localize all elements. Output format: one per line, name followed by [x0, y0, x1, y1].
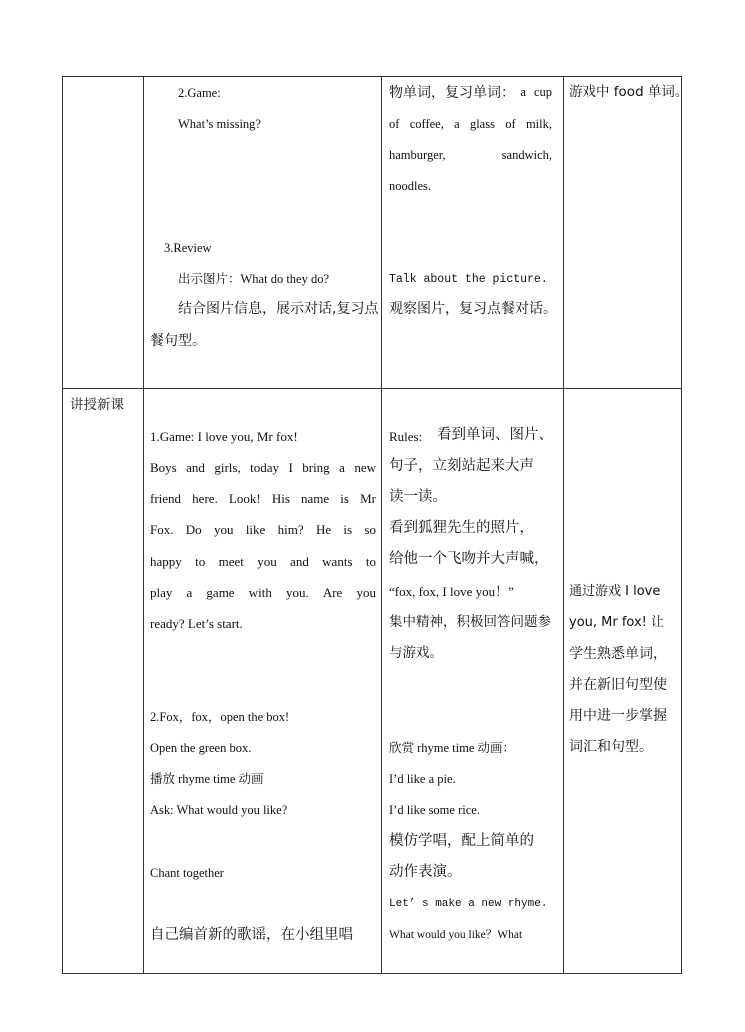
- compose-rhyme: 自己编首新的歌谣，在小组里唱: [150, 927, 353, 943]
- open-green-box: Open the green box.: [150, 741, 252, 755]
- imitate-line2: 动作表演。: [389, 864, 462, 880]
- game-name: What’s missing?: [178, 117, 261, 131]
- shout-line: “fox, fox, I love you！”: [389, 584, 514, 599]
- vocab-line1: [389, 86, 552, 100]
- focus-line2: 与游戏。: [389, 645, 443, 661]
- word: you: [214, 522, 234, 537]
- word: Look!: [228, 491, 261, 506]
- word: girls,: [214, 460, 241, 475]
- review-desc-line1: 结合图片信息，展示对话,复习点: [178, 301, 379, 317]
- rules-line1: 看到单词、图片、: [437, 427, 553, 443]
- word: I: [288, 460, 293, 475]
- word: cup: [533, 85, 552, 99]
- word: a: [339, 460, 345, 475]
- talk-about-picture: Talk about the picture.: [389, 273, 548, 286]
- game1-title: 1.Game: I love you, Mr fox!: [150, 429, 298, 444]
- section-label: 讲授新课: [70, 397, 124, 413]
- word: wants: [322, 554, 353, 569]
- word: milk,: [525, 117, 552, 131]
- word: bring: [302, 460, 330, 475]
- review-show: 出示图片：What do they do?: [178, 272, 330, 286]
- word: Fox.: [150, 522, 174, 537]
- para-line5: [150, 586, 376, 599]
- word: a: [186, 585, 193, 600]
- word: He: [315, 522, 332, 537]
- word: you: [257, 554, 277, 569]
- column-divider-3: [563, 77, 564, 973]
- para-line4: [150, 555, 376, 568]
- rhyme-pie: I’d like a pie.: [389, 772, 456, 786]
- word: is: [343, 522, 353, 537]
- observe-picture: 观察图片，复习点餐对话。: [389, 301, 557, 317]
- word: you: [356, 585, 376, 600]
- word: game: [206, 585, 235, 600]
- word: here.: [192, 491, 218, 506]
- rules-line2: 句子，立刻站起来大声: [389, 458, 534, 474]
- vocab-line4: noodles.: [389, 179, 432, 193]
- focus-line1: 集中精神，积极回答问题参: [389, 614, 551, 630]
- word: 物单词，复习单词：: [389, 85, 515, 101]
- review-title: 3.Review: [164, 241, 212, 255]
- imitate-line1: 模仿学唱，配上简单的: [389, 833, 534, 849]
- review-desc-line2: 餐句型。: [150, 333, 206, 349]
- para-line1: [150, 461, 376, 474]
- word: and: [186, 460, 205, 475]
- what-would-you-like: What would you like？What: [389, 929, 523, 941]
- word: new: [354, 460, 376, 475]
- word: Do: [185, 522, 202, 537]
- word: coffee,: [409, 117, 444, 131]
- ask-question: Ask: What would you like?: [150, 803, 288, 817]
- word: a: [520, 85, 526, 99]
- purpose-line1: 通过游戏 I love: [569, 584, 661, 599]
- purpose-line6: 词汇和句型。: [569, 739, 653, 755]
- word: friend: [150, 491, 182, 506]
- para-line2: [150, 492, 376, 505]
- word: a: [454, 117, 460, 131]
- para-line6: ready? Let’s start.: [150, 616, 243, 631]
- fox-photo-line1: 看到狐狸先生的照片，: [389, 520, 534, 536]
- word: you.: [285, 585, 309, 600]
- word: play: [150, 585, 173, 600]
- food-words-note: 游戏中 food 单词。: [569, 84, 689, 100]
- word: glass: [469, 117, 495, 131]
- word: meet: [218, 554, 244, 569]
- fox-photo-line2: 给他一个飞吻并大声喊，: [389, 551, 549, 567]
- purpose-line5: 用中进一步掌握: [569, 708, 667, 724]
- purpose-line3: 学生熟悉单词，: [569, 646, 667, 662]
- word: hamburger,: [389, 148, 446, 162]
- word: today: [250, 460, 280, 475]
- play-rhyme-animation: 播放 rhyme time 动画: [150, 772, 264, 786]
- para-line3: [150, 523, 376, 536]
- vocab-line3: [389, 149, 552, 162]
- word: to: [195, 554, 206, 569]
- word: so: [364, 522, 376, 537]
- word: His: [271, 491, 290, 506]
- word: Mr: [360, 491, 376, 506]
- rules-label: Rules:: [389, 429, 423, 444]
- word: sandwich,: [501, 148, 552, 162]
- word: Boys: [150, 460, 177, 475]
- make-new-rhyme: Let’ s make a new rhyme.: [389, 898, 548, 910]
- word: is: [340, 491, 349, 506]
- word: name: [301, 491, 330, 506]
- enjoy-rhyme: 欣赏 rhyme time 动画：: [389, 741, 516, 755]
- rules-line3: 读一读。: [389, 489, 447, 505]
- purpose-line2: you, Mr fox! 让: [569, 615, 665, 630]
- word: of: [505, 117, 516, 131]
- word: happy: [150, 554, 182, 569]
- rhyme-rice: I’d like some rice.: [389, 803, 480, 817]
- purpose-line4: 并在新旧句型使: [569, 677, 667, 693]
- column-divider-2: [381, 77, 382, 973]
- word: with: [248, 585, 272, 600]
- row-divider: [63, 388, 681, 389]
- column-divider-1: [143, 77, 144, 973]
- word: to: [365, 554, 376, 569]
- game-title: 2.Game:: [178, 86, 221, 100]
- fox-box-title: 2.Fox，fox，open the box!: [150, 710, 290, 724]
- word: like: [245, 522, 266, 537]
- word: him?: [277, 522, 304, 537]
- word: Are: [322, 585, 343, 600]
- chant-together: Chant together: [150, 866, 224, 880]
- word: and: [290, 554, 309, 569]
- word: of: [389, 117, 400, 131]
- vocab-line2: [389, 118, 552, 131]
